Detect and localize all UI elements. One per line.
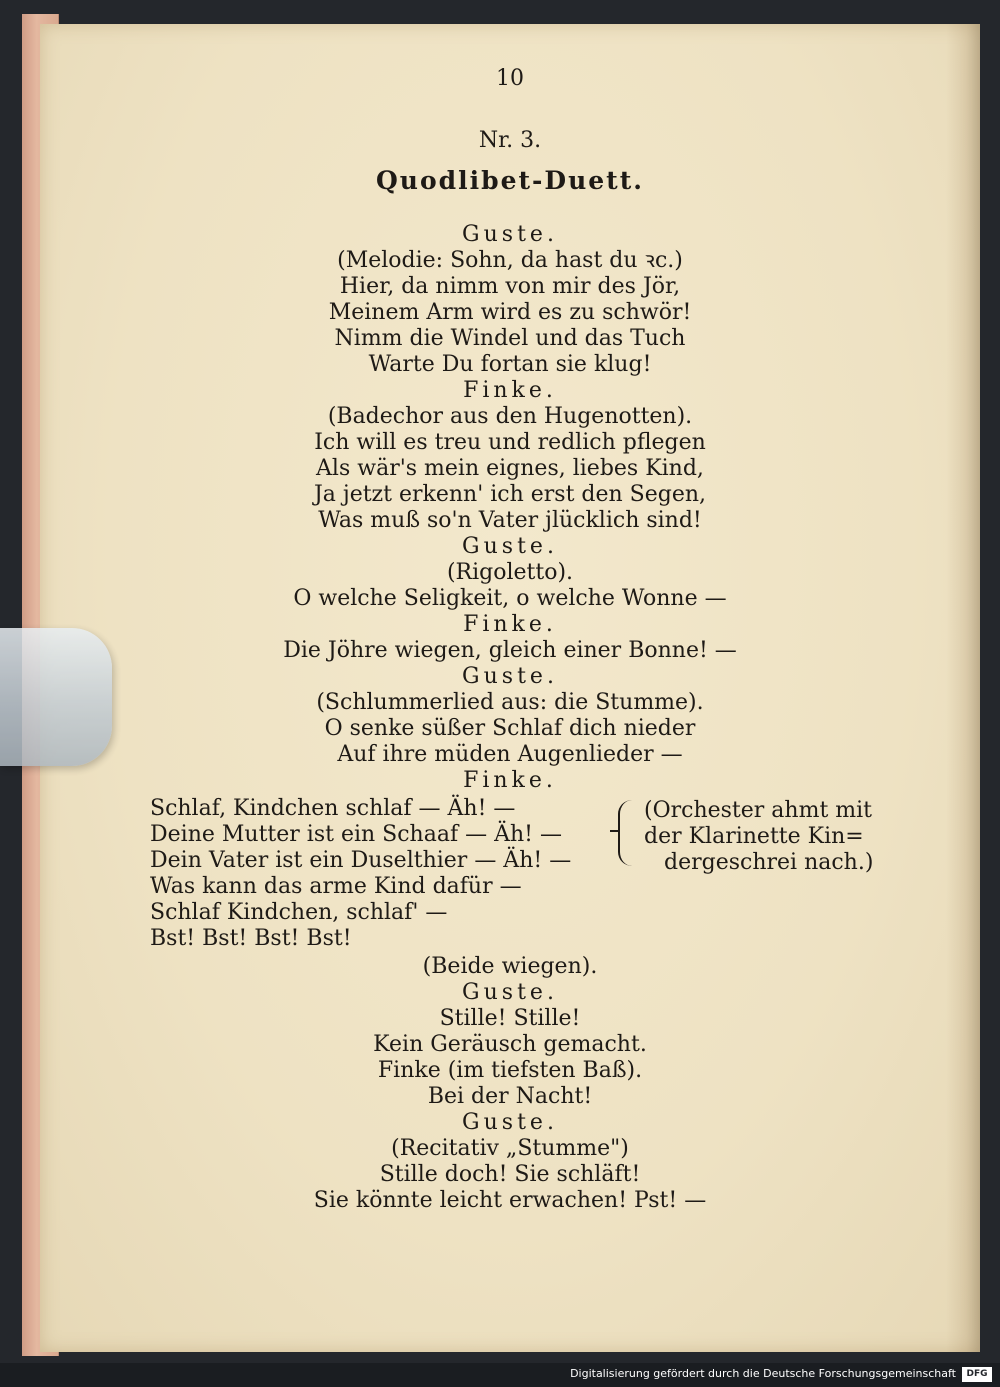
page-title: Quodlibet-Duett. (376, 166, 644, 195)
stage-direction: (Recitativ „Stumme") (391, 1136, 629, 1161)
verse-line: Stille doch! Sie schläft! (379, 1162, 641, 1187)
curly-brace-tip (610, 830, 618, 832)
speaker-finke: Finke. (463, 378, 557, 403)
verse-line: Hier, da nimm von mir des Jör, (339, 274, 681, 299)
verse-line: Die Jöhre wiegen, gleich einer Bonne! — (283, 638, 737, 663)
speaker-guste: Guste. (462, 1110, 558, 1135)
curly-brace (618, 800, 636, 866)
stage-direction: (Schlummerlied aus: die Stumme). (316, 690, 704, 715)
verse-line: O welche Seligkeit, o welche Wonne — (293, 586, 727, 611)
footer-bar (0, 1363, 1000, 1387)
speaker-guste: Guste. (462, 534, 558, 559)
speaker-finke: Finke. (463, 612, 557, 637)
verse-line: O senke süßer Schlaf dich nieder (324, 716, 696, 741)
verse-line: Auf ihre müden Augenlieder — (337, 742, 683, 767)
verse-line: Schlaf, Kindchen schlaf — Äh! — (150, 796, 516, 821)
verse-line: Ja jetzt erkenn' ich erst den Segen, (313, 482, 707, 507)
verse-line: Bei der Nacht! (427, 1084, 593, 1109)
speaker-guste: Guste. (462, 664, 558, 689)
verse-line: Stille! Stille! (439, 1006, 581, 1031)
speaker-guste: Guste. (462, 222, 558, 247)
speaker-finke-direction: Finke (im tiefsten Baß). (377, 1058, 643, 1083)
dfg-logo: DFG (962, 1367, 992, 1382)
stage-direction: (Melodie: Sohn, da hast du ꝛc.) (337, 248, 683, 273)
stage-direction: (Rigoletto). (446, 560, 574, 585)
verse-line: Meinem Arm wird es zu schwör! (328, 300, 692, 325)
speaker-guste: Guste. (462, 980, 558, 1005)
verse-line: Als wär's mein eignes, liebes Kind, (316, 456, 704, 481)
number-label: Nr. 3. (478, 128, 542, 153)
footer-credit: Digitalisierung gefördert durch die Deutsche Forschungsgemeinschaft (570, 1367, 956, 1380)
verse-line: Bst! Bst! Bst! Bst! (150, 926, 352, 951)
verse-line: Warte Du fortan sie klug! (368, 352, 652, 377)
verse-line: Ich will es treu und redlich pflegen (314, 430, 706, 455)
verse-line: Was muß so'n Vater jlücklich sind! (318, 508, 702, 533)
stage-direction: (Badechor aus den Hugenotten). (327, 404, 693, 429)
verse-line: Was kann das arme Kind dafür — (150, 874, 522, 899)
verse-line: Deine Mutter ist ein Schaaf — Äh! — (150, 822, 562, 847)
verse-line: Kein Geräusch gemacht. (373, 1032, 647, 1057)
verse-line: Nimm die Windel und das Tuch (334, 326, 686, 351)
stage-direction: (Beide wiegen). (422, 954, 598, 979)
side-note-line: der Klarinette Kin= (644, 824, 864, 849)
verse-line: Dein Vater ist ein Duselthier — Äh! — (150, 848, 572, 873)
side-note-line: dergeschrei nach.) (664, 850, 874, 875)
speaker-finke: Finke. (463, 768, 557, 793)
verse-line: Sie könnte leicht erwachen! Pst! — (313, 1188, 707, 1213)
page-number: 10 (496, 66, 524, 91)
verse-line: Schlaf Kindchen, schlaf' — (150, 900, 448, 925)
side-note-line: (Orchester ahmt mit (644, 798, 873, 823)
